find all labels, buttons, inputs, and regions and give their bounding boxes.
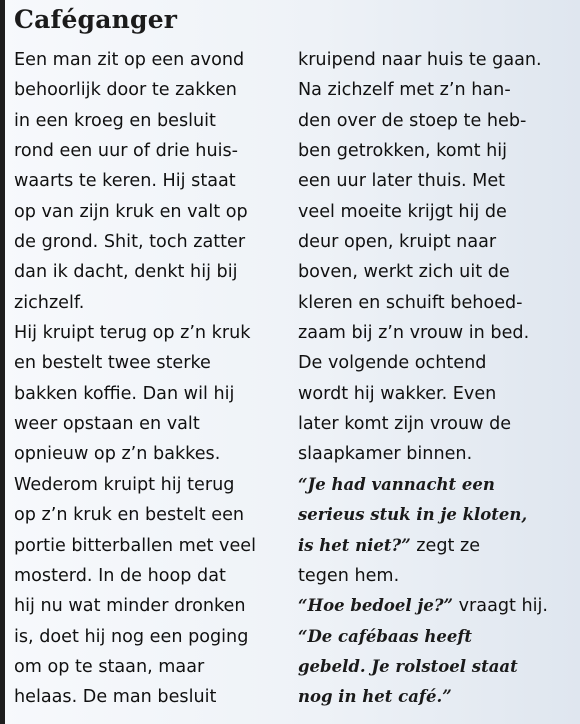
right-line: De volgende ochtend <box>298 353 487 374</box>
right-line: ben getrokken, komt hij <box>298 141 508 162</box>
left-line: mosterd. In de hoop dat <box>14 565 226 586</box>
quote-line: serieus stuk in je kloten, <box>298 505 528 525</box>
right-line: later komt zijn vrouw de <box>298 414 512 435</box>
left-line: portie bitterballen met veel <box>14 535 256 556</box>
right-line: zaam bij z’n vrouw in bed. <box>298 323 530 344</box>
left-line: opnieuw op z’n bakkes. <box>14 444 221 465</box>
quote-line: nog in het café.” <box>298 687 452 707</box>
left-line: dan ik dacht, denkt hij bij <box>14 262 238 283</box>
left-line: is, doet hij nog een poging <box>14 626 249 647</box>
left-line: hij nu wat minder dronken <box>14 596 246 617</box>
right-line: tegen hem. <box>298 565 400 586</box>
right-line: kleren en schuift behoed- <box>298 292 523 313</box>
left-line: om op te staan, maar <box>14 656 205 677</box>
mixed-quote-line <box>298 591 578 621</box>
right-line: veel moeite krijgt hij de <box>298 201 507 222</box>
narration-fragment: vraagt hij. <box>453 596 549 617</box>
left-line: en bestelt twee sterke <box>14 353 211 374</box>
left-line: op z’n kruk en bestelt een <box>14 505 245 526</box>
left-line: waarts te keren. Hij staat <box>14 171 236 192</box>
quote-line: gebeld. Je rolstoel staat <box>298 656 518 676</box>
left-line: behoorlijk door te zakken <box>14 80 237 101</box>
left-text-column <box>14 45 294 713</box>
left-line: rond een uur of drie huis- <box>14 141 239 162</box>
narration-fragment: zegt ze <box>410 535 481 556</box>
right-line: kruipend naar huis te gaan. <box>298 50 542 70</box>
left-line: helaas. De man besluit <box>14 687 217 708</box>
quote-line: “De cafébaas heeft <box>298 626 473 646</box>
quote-line: “Je had vannacht een <box>298 474 495 494</box>
right-line: wordt hij wakker. Even <box>298 383 497 404</box>
left-line: Een man zit op een avond <box>14 50 245 70</box>
left-line: de grond. Shit, toch zatter <box>14 232 246 253</box>
right-line: een uur later thuis. Met <box>298 171 506 192</box>
left-line: weer opstaan en valt <box>14 414 200 435</box>
mixed-quote-line <box>298 531 578 561</box>
right-line: slaapkamer binnen. <box>298 444 473 465</box>
right-text-column <box>298 45 578 713</box>
left-line: Hij kruipt terug op z’n kruk <box>14 323 251 344</box>
left-line: Wederom kruipt hij terug <box>14 474 235 495</box>
right-line: boven, werkt zich uit de <box>298 262 510 283</box>
article-title: Caféganger <box>14 5 178 34</box>
left-line: zichzelf. <box>14 292 85 313</box>
right-line: Na zichzelf met z’n han- <box>298 80 511 101</box>
quote-fragment: “Hoe bedoel je?” <box>298 596 454 616</box>
right-line: den over de stoep te heb- <box>298 110 527 131</box>
left-line: in een kroeg en besluit <box>14 110 216 131</box>
quote-fragment: is het niet?” <box>298 535 411 555</box>
left-line: bakken koffie. Dan wil hij <box>14 383 235 404</box>
left-border-rule <box>0 0 5 724</box>
right-line: deur open, kruipt naar <box>298 232 497 253</box>
left-line: op van zijn kruk en valt op <box>14 201 248 222</box>
